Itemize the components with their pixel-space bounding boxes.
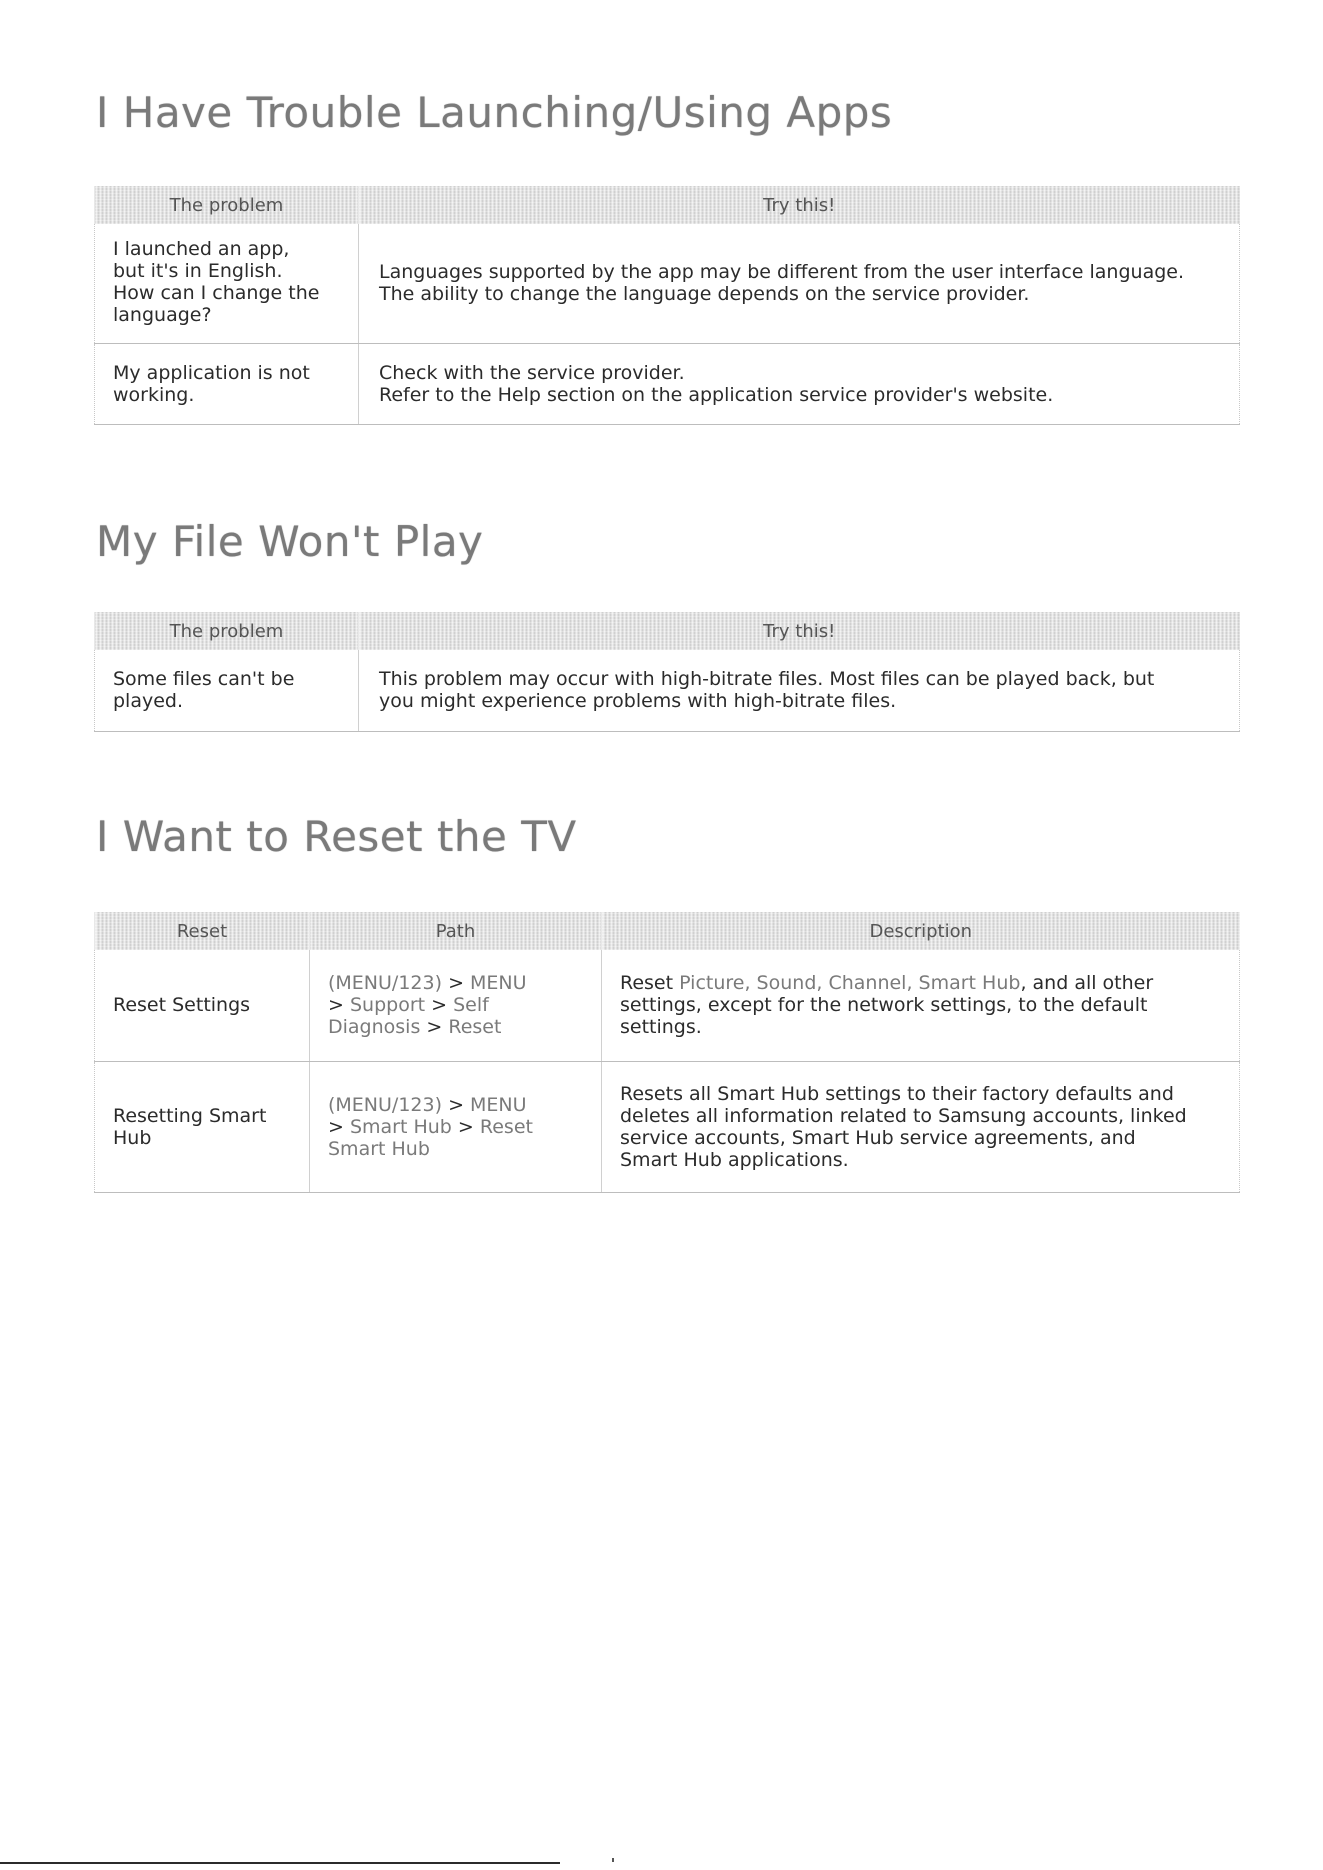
problem-line: played. (113, 690, 184, 713)
path-step-smart-hub: Smart Hub (349, 1115, 452, 1138)
description-items: Picture, Sound, Channel, Smart Hub (679, 972, 1021, 995)
reset-name-line: Hub (113, 1126, 152, 1149)
chevron-right-icon: > (328, 994, 344, 1017)
table-row (95, 650, 1240, 731)
table-header-row (95, 912, 1240, 950)
table-header-row (95, 612, 1240, 650)
solution-cell (359, 650, 1240, 731)
path-step-self: Self (453, 994, 489, 1017)
description-line: Resets all Smart Hub settings to their factory defaults and (620, 1082, 1174, 1105)
problem-line: but it's in English. (113, 260, 283, 282)
footer-rule (0, 1862, 560, 1864)
path-step-menu: MENU (470, 1093, 527, 1116)
table-header-row (95, 186, 1240, 224)
table-row (95, 1061, 1240, 1192)
solution-line: Languages supported by the app may be different from the user interface language. (379, 261, 1185, 284)
solution-line: you might experience problems with high-bitrate files. (379, 690, 897, 713)
description-cell (602, 950, 1240, 1061)
problem-line: How can I change the (113, 282, 320, 304)
header-description: Description (602, 912, 1240, 950)
path-step-smart-hub-end: Smart Hub (328, 1137, 430, 1160)
chevron-right-icon: > (431, 994, 448, 1017)
file-table (94, 612, 1240, 732)
path-cell (310, 950, 602, 1061)
solution-cell (359, 343, 1240, 424)
path-line (328, 972, 585, 994)
footer-tick (612, 1858, 614, 1862)
menu-key: (MENU/123) (328, 972, 443, 995)
header-path: Path (310, 912, 602, 950)
description-post: , and all other (1020, 972, 1154, 995)
reset-name-line: Resetting Smart (113, 1104, 267, 1127)
description-line: service accounts, Smart Hub service agreements, and (620, 1126, 1136, 1149)
header-problem: The problem (95, 612, 359, 650)
path-line (328, 1138, 585, 1160)
header-reset: Reset (95, 912, 310, 950)
table-row (95, 950, 1240, 1061)
chevron-right-icon: > (328, 1115, 344, 1138)
solution-cell (359, 224, 1240, 343)
path-line (328, 994, 585, 1016)
chevron-right-icon: > (426, 1016, 443, 1039)
path-step-reset: Reset (479, 1115, 533, 1138)
problem-line: I launched an app, (113, 238, 290, 260)
description-line (620, 972, 1223, 994)
reset-name-cell (95, 1061, 310, 1192)
solution-line: This problem may occur with high-bitrate files. Most files can be played back, but (379, 668, 1155, 691)
path-step-menu: MENU (470, 972, 527, 995)
chevron-right-icon: > (448, 1093, 464, 1116)
description-line: settings. (620, 1016, 702, 1039)
path-line (328, 1094, 585, 1116)
problem-cell (95, 343, 359, 424)
reset-table (94, 912, 1240, 1193)
path-cell (310, 1061, 602, 1192)
problem-line: language? (113, 304, 212, 326)
table-row (95, 224, 1240, 343)
problem-line: working. (113, 383, 195, 406)
problem-line: Some files can't be (113, 668, 295, 691)
path-step-reset: Reset (448, 1016, 502, 1039)
chevron-right-icon: > (457, 1115, 474, 1138)
reset-name-cell: Reset Settings (95, 950, 310, 1061)
solution-line: Check with the service provider. (379, 361, 685, 384)
chevron-right-icon: > (448, 972, 464, 995)
path-line (328, 1016, 585, 1038)
header-try-this: Try this! (359, 612, 1240, 650)
description-pre: Reset (620, 972, 680, 995)
path-step-diagnosis: Diagnosis (328, 1016, 421, 1039)
description-line: deletes all information related to Samsung accounts, linked (620, 1104, 1187, 1127)
section-title-file: My File Won't Play (96, 517, 484, 566)
menu-key: (MENU/123) (328, 1093, 443, 1116)
section-title-apps: I Have Trouble Launching/Using Apps (96, 88, 893, 137)
solution-line: The ability to change the language depends on the service provider. (379, 283, 1030, 306)
header-try-this: Try this! (359, 186, 1240, 224)
path-line (328, 1116, 585, 1138)
problem-cell (95, 650, 359, 731)
description-line: settings, except for the network settings, to the default (620, 994, 1148, 1017)
header-problem: The problem (95, 186, 359, 224)
table-row (95, 343, 1240, 424)
path-step-support: Support (349, 994, 426, 1017)
solution-line: Refer to the Help section on the application service provider's website. (379, 383, 1054, 406)
description-cell (602, 1061, 1240, 1192)
description-line: Smart Hub applications. (620, 1148, 849, 1171)
section-title-reset: I Want to Reset the TV (96, 812, 577, 861)
apps-table (94, 186, 1240, 425)
problem-cell (95, 224, 359, 343)
problem-line: My application is not (113, 361, 310, 384)
